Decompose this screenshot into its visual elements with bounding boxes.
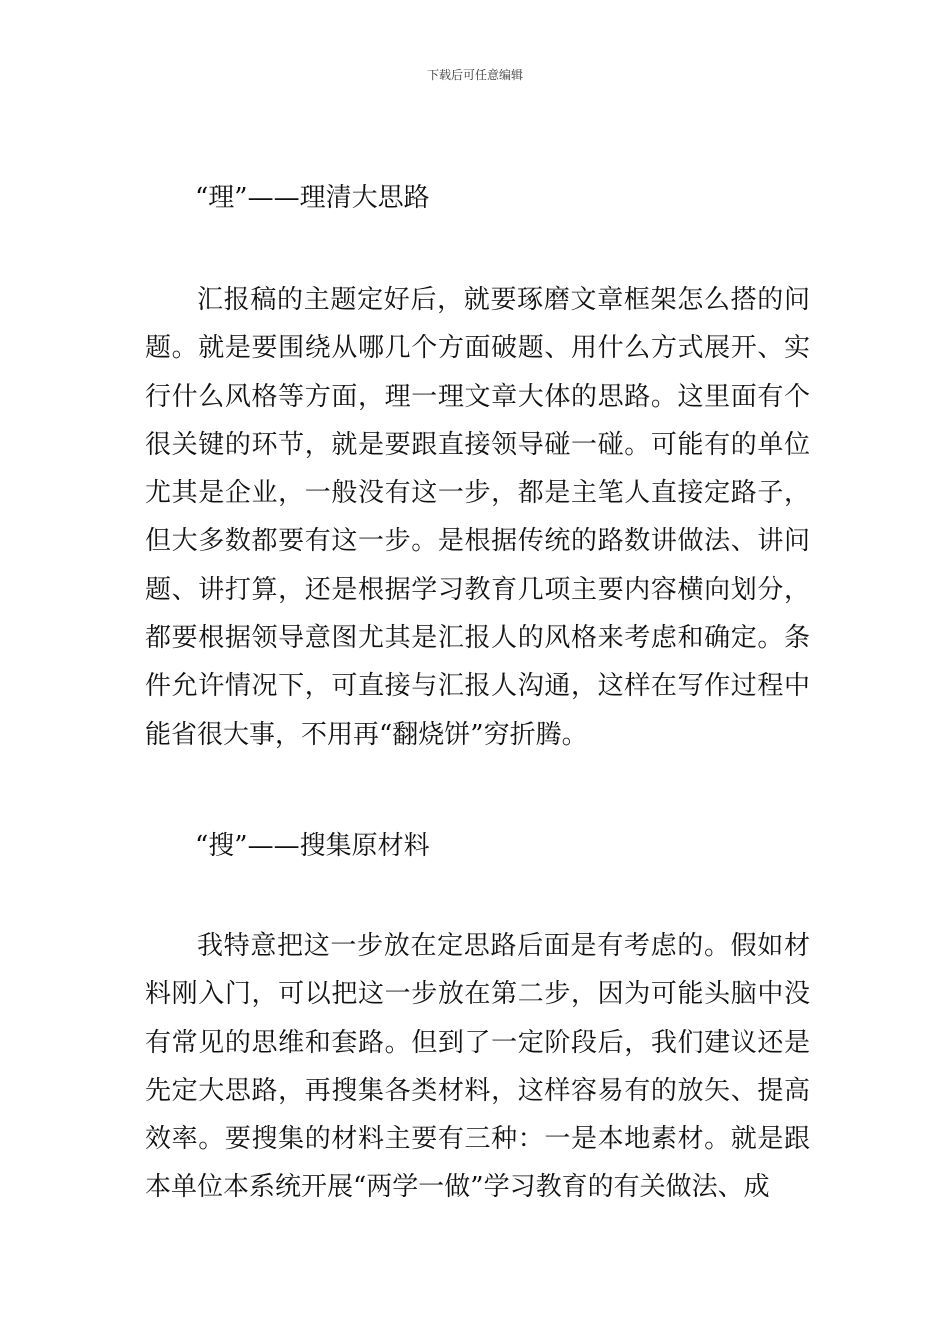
section-heading-li: “理”——理清大思路 (195, 183, 430, 213)
section-heading-sou: “搜”——搜集原材料 (195, 831, 430, 861)
section-paragraph-sou: 我特意把这一步放在定思路后面是有考虑的。假如材料刚入门，可以把这一步放在第二步，因为可能头脑中没有常见的思维和套路。但到了一定阶段后，我们建议还是先定大思路，再搜集各类材料，这样容易有的放矢、提高效率。要搜集的材料主要有三种：一是本地素材。就是跟本单位本系统开展“两学一做”学习教育的有关做法、成 (145, 931, 810, 1203)
section-paragraph-li: 汇报稿的主题定好后，就要琢磨文章框架怎么搭的问题。就是要围绕从哪几个方面破题、用什么方式展开、实行什么风格等方面，理一理文章大体的思路。这里面有个很关键的环节，就是要跟直接领导碰一碰。可能有的单位尤其是企业，一般没有这一步，都是主笔人直接定路子，但大多数都要有这一步。是根据传统的路数讲做法、讲问题、讲打算，还是根据学习教育几项主要内容横向划分，都要根据领导意图尤其是汇报人的风格来考虑和确定。条件允许情况下，可直接与汇报人沟通，这样在写作过程中能省很大事，不用再“翻烧饼”穷折腾。 (145, 285, 810, 750)
header-note: 下载后可任意编辑 (426, 68, 523, 82)
